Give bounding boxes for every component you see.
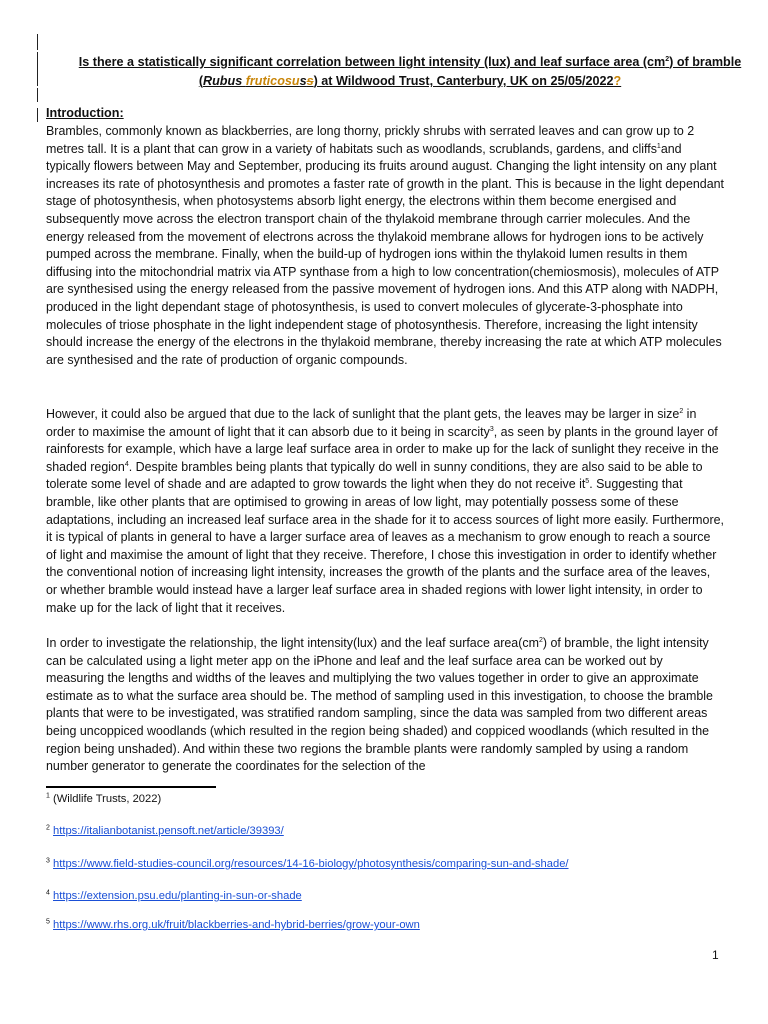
- section-heading: Introduction:: [46, 106, 124, 120]
- footnote-link[interactable]: https://www.field-studies-council.org/resources/14-16-biology/photosynthesis/comparing-sun-and-shade/: [53, 858, 569, 870]
- page-number: 1: [712, 948, 719, 962]
- revision-bar: [37, 34, 38, 50]
- intro-paragraph-3: In order to investigate the relationship, the light intensity(lux) and the leaf surface $area(cm^2)$ of bramble, the light intensity can be calculated using a light meter app on the iPhone and leaf and the leaf surface area can be worked out by measuring the lengths and widths of the leaves and multiplying the two values together in order to give an approximate estimate as to what the surface area should be. The method of sampling used in this investigation, to choose the bramble plants that were to be investigated, was stratified random sampling, since the data was sampled from two different areas being uncoppiced woodlands (which resulted in the region being shaded) and coppiced woodlands (which resulted in the region being unshaded). And within these two regions the bramble plants were randomly sampled by using a random number generator to generate the coordinates for the selection of the: [46, 636, 713, 774]
- footnote-1: $^1$ (Wildlife Trusts, 2022): [46, 792, 162, 805]
- footnote-link[interactable]: https://www.rhs.org.uk/fruit/blackberries-and-hybrid-berries/grow-your-own: [53, 919, 420, 931]
- revision-bar: [37, 108, 38, 122]
- footnote-3: $^3$ https://www.field-studies-council.org/resources/14-16-biology/photosynthesis/comparing-sun-and-shade/: [46, 857, 569, 870]
- footnote-ref-4[interactable]: 4: [124, 460, 129, 468]
- revision-bar: [37, 88, 38, 102]
- document-title: Is there a statistically significant correlation between light intensity (lux) and leaf surface area $(cm^2)$ of bramble (Rubus fruticosuss) at Wildwood Trust, Canterbury, UK on 25/05/2022?: [78, 55, 742, 89]
- footnote-ref-5[interactable]: 5: [585, 478, 590, 486]
- footnote-link[interactable]: https://italianbotanist.pensoft.net/article/39393/: [53, 825, 284, 837]
- revision-bar: [37, 52, 38, 86]
- footnote-4: $^4$ https://extension.psu.edu/planting-in-sun-or-shade: [46, 889, 302, 902]
- footnote-ref-2[interactable]: 2: [679, 407, 684, 415]
- footnote-5: $^5$ https://www.rhs.org.uk/fruit/blackberries-and-hybrid-berries/grow-your-own: [46, 918, 420, 931]
- footnote-ref-1[interactable]: 1: [656, 142, 661, 150]
- footnote-ref-3[interactable]: 3: [489, 425, 494, 433]
- footnote-link[interactable]: https://extension.psu.edu/planting-in-sun-or-shade: [53, 890, 302, 902]
- footnote-divider: [46, 786, 216, 788]
- intro-paragraph-1: Brambles, commonly known as blackberries, are long thorny, prickly shrubs with serrated leaves and can grow up to 2 metres tall. It is a plant that can grow in a variety of habitats such as woodlands, scrublands, gardens, and cliffs$^1$and typically flowers between May and September, producing its fruits around august. Changing the light intensity on any plant increases its rate of photosynthesis and promotes a faster rate of growth in the plant. This is because in the light dependant stage of photosynthesis, when photosystems absorb light energy, the electrons within them become energised and subsequently move across the electron transport chain of the thylakoid membrane through carrier molecules. And the energy released from the movement of electrons across the thylakoid membrane allows for hydrogen ions to be actively pumped across the membrane. Finally, when the build-up of hydrogen ions within the thylakoid lumen results in them diffusing into the mitochondrial matrix via ATP synthase from a high to low concentration(chemiosmosis), molecules of ATP are synthesised using the energy released from the passive movement of hydrogen ions. And this ATP along with NADPH, produced in the light dependant stage of photosynthesis, is used to convert molecules of glycerate-3-phosphate into molecules of triose phosphate in the light independent stage of photosynthesis. Therefore, increasing the light intensity should increase the energy of the electrons in the thylakoid membrane, thereby increasing the rate at which ATP molecules are synthesised and the rate of production of organic compounds.: [46, 124, 725, 367]
- footnote-2: $^2$ https://italianbotanist.pensoft.net/article/39393/: [46, 824, 284, 837]
- intro-paragraph-2: However, it could also be argued that due to the lack of sunlight that the plant gets, the leaves may be larger in size$^2$ in order to maximise the amount of light that it can absorb due to it being in scarcity$^3$, as seen by plants in the ground layer of rainforests for example, which have a large leaf surface area in order to make up for the lack of sunlight they receive in the shaded region$^4$. Despite brambles being plants that typically do well in sunny conditions, they are also said to be able to tolerate some level of shade and are adapted to grow towards the light when they do not receive $it^5$. Suggesting that bramble, like other plants that are optimised to growing in areas of low light, may potentially possess some of these adaptations, including an increased leaf surface area in the shade for it to access sources of light more easily. Furthermore, it is typical of plants in general to have a larger surface area of leaves as a mechanism to grow enough to reach a source of light and maximise the amount of light that they receive. Therefore, I chose this investigation in order to identify whether the conventional notion of increasing light intensity, increases the growth of the plants and the surface area of the leaves, or whether bramble would instead have a larger leaf surface area in shaded regions with lower light intensity, in order to make up for the lack of light that it receives.: [46, 407, 724, 615]
